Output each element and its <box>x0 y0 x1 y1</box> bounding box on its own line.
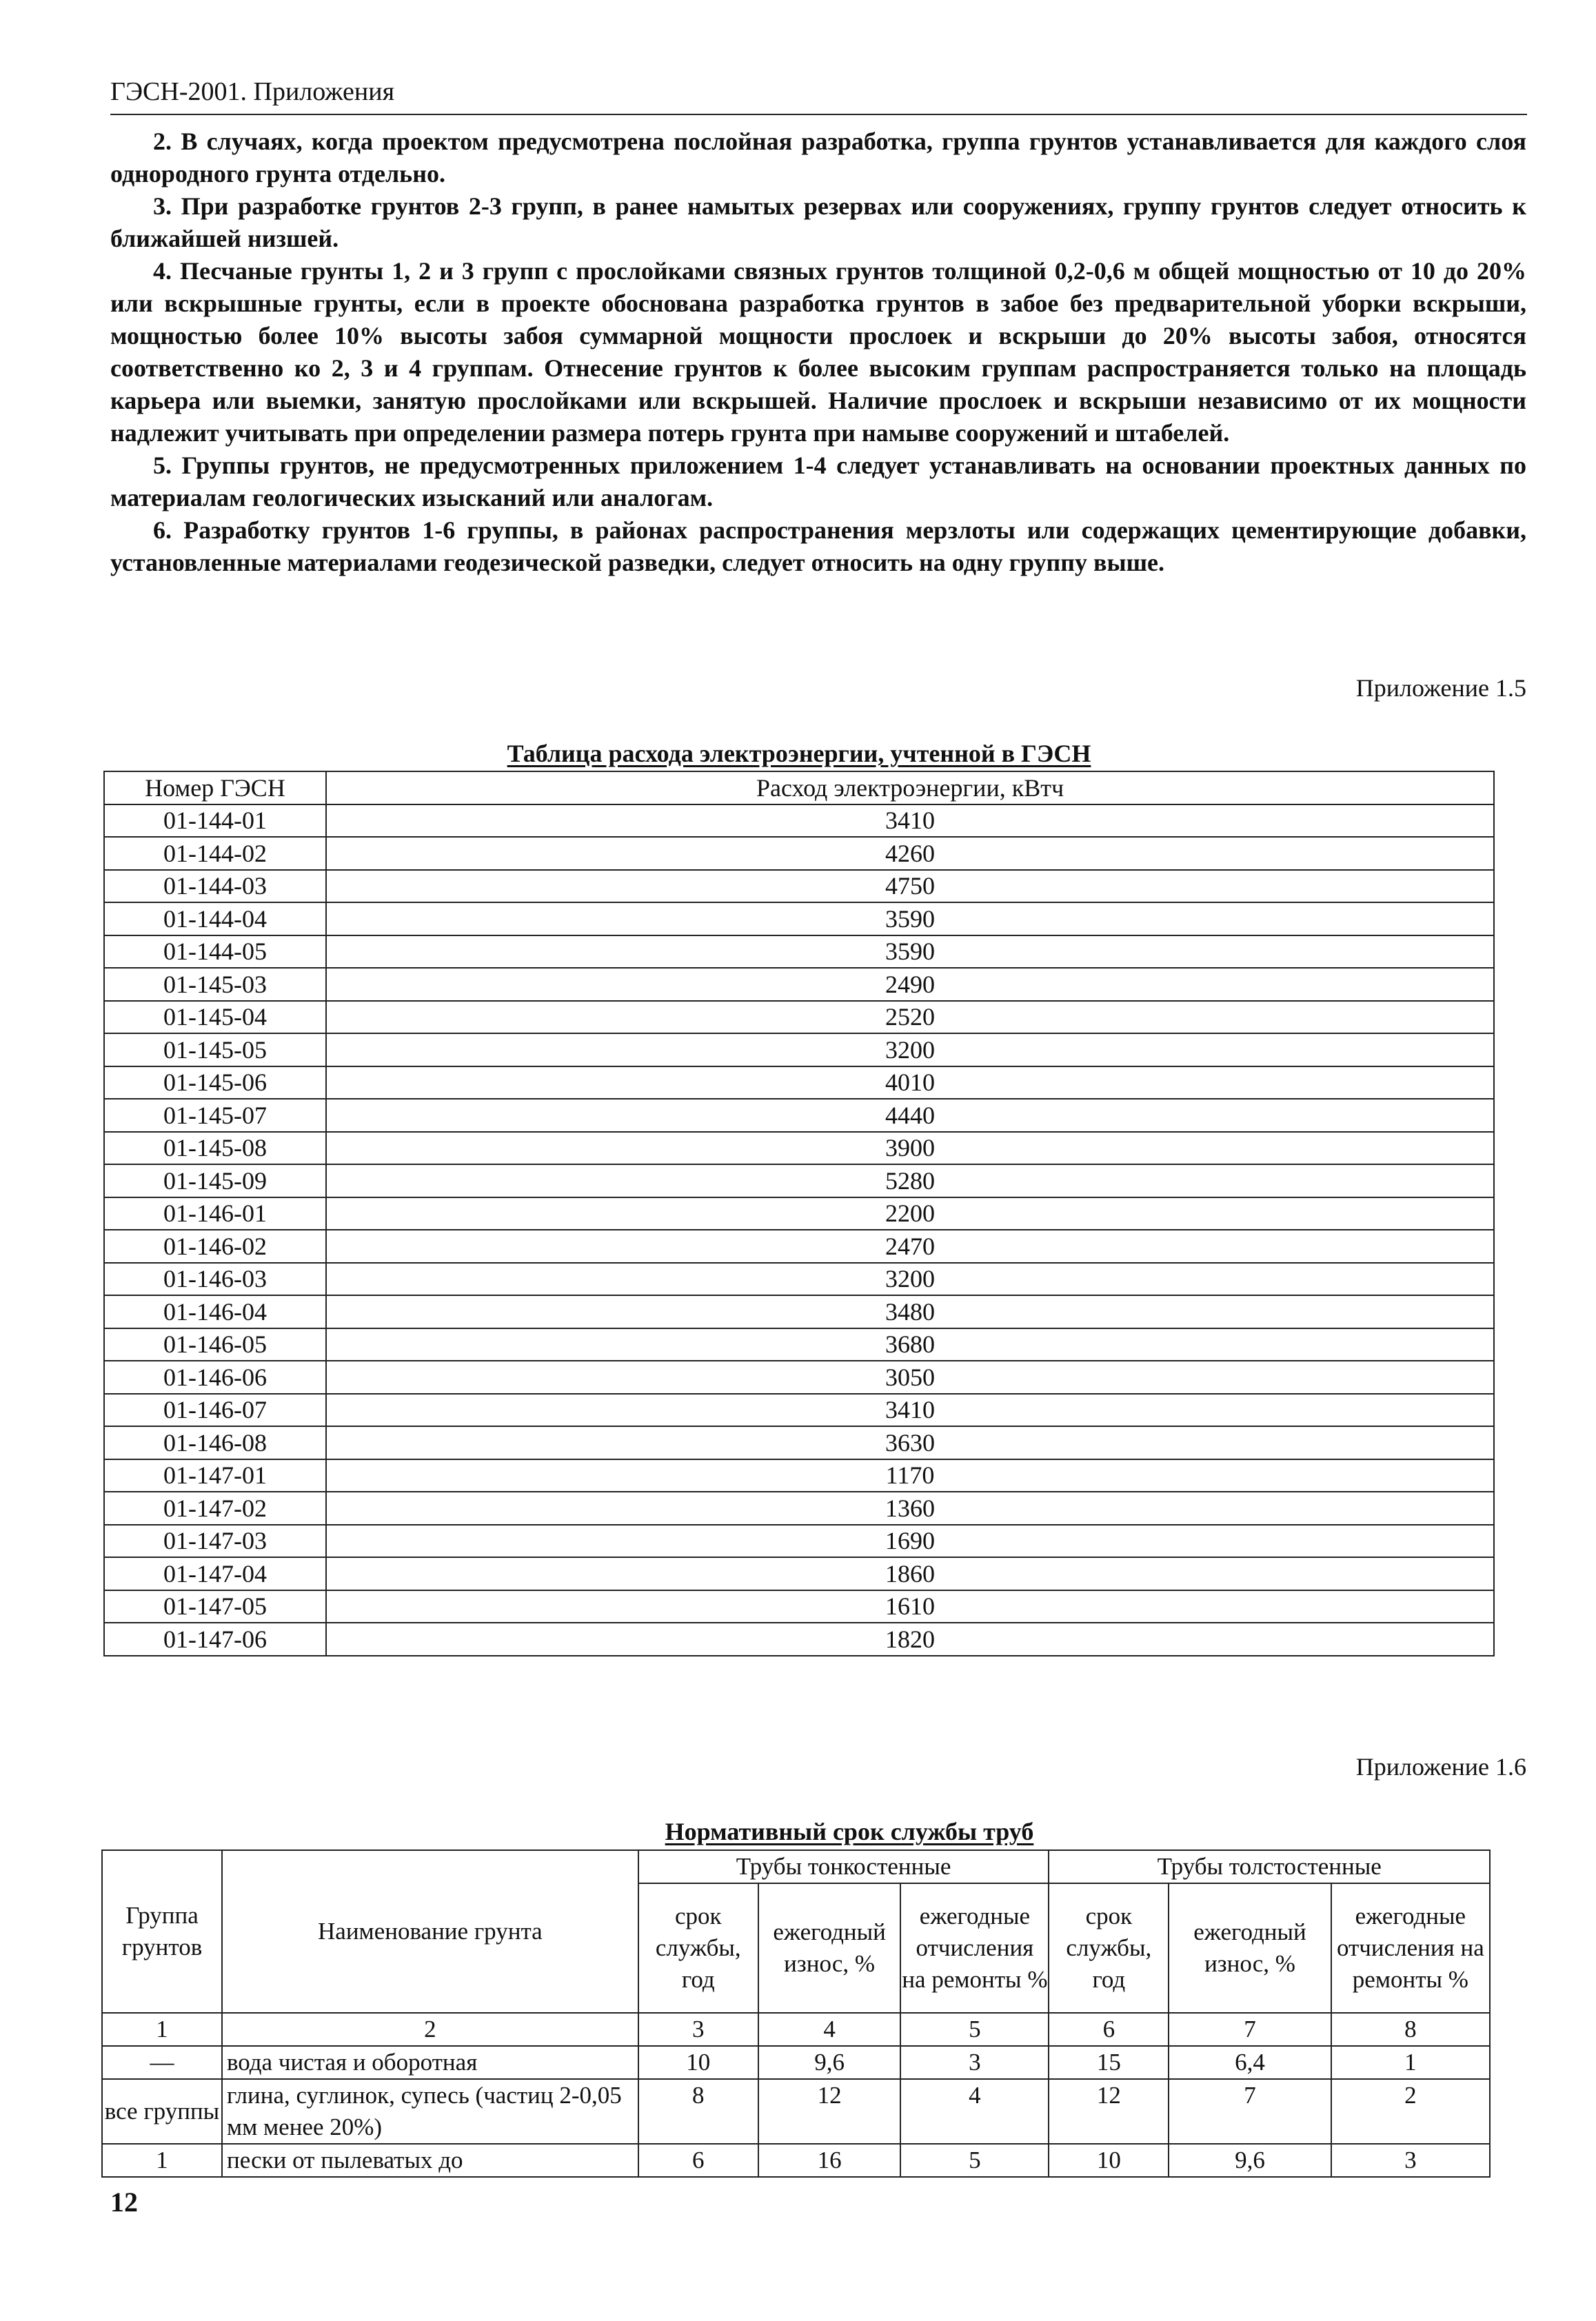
column-number: 8 <box>1331 2013 1490 2046</box>
cell-value: 4 <box>900 2079 1049 2144</box>
cell-soil-name: пески от пылеватых до <box>222 2144 638 2177</box>
cell-value: 9,6 <box>758 2046 901 2079</box>
cell-energy-value: 4010 <box>326 1066 1494 1099</box>
energy-consumption-table <box>103 771 1495 1656</box>
cell-energy-value: 4260 <box>326 837 1494 870</box>
cell-gesn-number: 01-145-07 <box>104 1099 326 1132</box>
cell-gesn-number: 01-147-01 <box>104 1459 326 1492</box>
table-header-row <box>102 1850 1490 1883</box>
cell-gesn-number: 01-147-04 <box>104 1557 326 1590</box>
header-thick-annual-wear: ежегодный износ, % <box>1169 1883 1331 2013</box>
table-row <box>104 1328 1494 1361</box>
cell-gesn-number: 01-146-07 <box>104 1394 326 1427</box>
cell-value: 6,4 <box>1169 2046 1331 2079</box>
table-row <box>104 968 1494 1001</box>
cell-value: 5 <box>900 2144 1049 2177</box>
cell-energy-value: 4440 <box>326 1099 1494 1132</box>
cell-energy-value: 3410 <box>326 804 1494 838</box>
header-thick-service-life: срок службы, год <box>1049 1883 1169 2013</box>
table-row <box>104 1132 1494 1165</box>
cell-value: 10 <box>638 2046 758 2079</box>
column-number: 3 <box>638 2013 758 2046</box>
cell-energy-value: 3900 <box>326 1132 1494 1165</box>
table-row <box>104 1197 1494 1230</box>
cell-value: 3 <box>900 2046 1049 2079</box>
header-soil-name: Наименование грунта <box>222 1850 638 2013</box>
paragraph-2: 2. В случаях, когда проектом предусмотрена послойная разработка, группа грунтов устанавливается для каждого слоя однородного грунта отдельно. <box>110 128 1526 187</box>
table-row <box>102 2046 1490 2079</box>
cell-gesn-number: 01-145-09 <box>104 1164 326 1197</box>
column-number: 5 <box>900 2013 1049 2046</box>
cell-value: 8 <box>638 2079 758 2144</box>
paragraph-5: 5. Группы грунтов, не предусмотренных приложением 1-4 следует устанавливать на основании проектных данных по материалам геологических изысканий или аналогам. <box>110 452 1526 511</box>
cell-gesn-number: 01-145-03 <box>104 968 326 1001</box>
page-number: 12 <box>110 2187 138 2218</box>
header-thin-annual-repair: ежегодные отчисления на ремонты % <box>900 1883 1049 2013</box>
table-row <box>104 1557 1494 1590</box>
cell-gesn-number: 01-144-01 <box>104 804 326 838</box>
cell-energy-value: 3680 <box>326 1328 1494 1361</box>
column-number-row <box>102 2013 1490 2046</box>
header-thin-service-life: срок службы, год <box>638 1883 758 2013</box>
pipes-table-caption: Нормативный срок службы труб <box>665 1818 1034 1845</box>
header-thin-walled: Трубы тонкостенные <box>638 1850 1049 1883</box>
table-row <box>102 2079 1490 2144</box>
table-row <box>102 2144 1490 2177</box>
cell-gesn-number: 01-146-06 <box>104 1361 326 1394</box>
cell-group: 1 <box>102 2144 222 2177</box>
table-row <box>104 804 1494 838</box>
cell-soil-name: глина, суглинок, супесь (частиц 2-0,05 мм менее 20%) <box>222 2079 638 2144</box>
cell-gesn-number: 01-147-03 <box>104 1525 326 1558</box>
cell-gesn-number: 01-147-02 <box>104 1492 326 1525</box>
cell-group: все группы <box>102 2079 222 2144</box>
cell-gesn-number: 01-144-05 <box>104 935 326 969</box>
cell-value: 7 <box>1169 2079 1331 2144</box>
table-row <box>104 870 1494 903</box>
cell-value: 2 <box>1331 2079 1490 2144</box>
header-thick-walled: Трубы толстостенные <box>1049 1850 1490 1883</box>
cell-gesn-number: 01-147-06 <box>104 1623 326 1656</box>
column-number: 4 <box>758 2013 901 2046</box>
cell-energy-value: 3200 <box>326 1033 1494 1066</box>
table-row <box>104 935 1494 969</box>
table-row <box>104 902 1494 935</box>
paragraph-6: 6. Разработку грунтов 1-6 группы, в районах распространения мерзлоты или содержащих цементирующие добавки, установленные материалами геодезической разведки, следует относить на одну группу выше. <box>110 516 1526 576</box>
body-text <box>110 125 1526 579</box>
column-header-gesn-number: Номер ГЭСН <box>104 771 326 804</box>
table-row <box>104 1164 1494 1197</box>
header-thin-annual-wear: ежегодный износ, % <box>758 1883 901 2013</box>
cell-value: 16 <box>758 2144 901 2177</box>
cell-value: 15 <box>1049 2046 1169 2079</box>
cell-energy-value: 1690 <box>326 1525 1494 1558</box>
table-row <box>104 1066 1494 1099</box>
cell-gesn-number: 01-146-05 <box>104 1328 326 1361</box>
cell-energy-value: 5280 <box>326 1164 1494 1197</box>
table-row <box>104 1394 1494 1427</box>
column-header-energy: Расход электроэнергии, кВтч <box>326 771 1494 804</box>
column-number: 2 <box>222 2013 638 2046</box>
cell-energy-value: 2470 <box>326 1230 1494 1263</box>
cell-soil-name: вода чистая и оборотная <box>222 2046 638 2079</box>
cell-energy-value: 3630 <box>326 1426 1494 1459</box>
pipe-service-life-table <box>101 1849 1491 2178</box>
cell-energy-value: 1610 <box>326 1590 1494 1623</box>
header-thick-annual-repair: ежегодные отчисления на ремонты % <box>1331 1883 1490 2013</box>
table-row <box>104 1492 1494 1525</box>
cell-group: — <box>102 2046 222 2079</box>
table-row <box>104 1426 1494 1459</box>
cell-gesn-number: 01-144-04 <box>104 902 326 935</box>
table-row <box>104 1459 1494 1492</box>
running-header: ГЭСН-2001. Приложения <box>110 77 395 106</box>
cell-value: 12 <box>758 2079 901 2144</box>
cell-energy-value: 1820 <box>326 1623 1494 1656</box>
table-row <box>104 1361 1494 1394</box>
cell-energy-value: 3590 <box>326 935 1494 969</box>
cell-gesn-number: 01-145-04 <box>104 1001 326 1034</box>
column-number: 1 <box>102 2013 222 2046</box>
cell-value: 3 <box>1331 2144 1490 2177</box>
table-row <box>104 1525 1494 1558</box>
paragraph-3: 3. При разработке грунтов 2-3 групп, в ранее намытых резервах или сооружениях, группу грунтов следует относить к ближайшей низшей. <box>110 192 1526 252</box>
table-row <box>104 1590 1494 1623</box>
cell-value: 9,6 <box>1169 2144 1331 2177</box>
cell-gesn-number: 01-146-01 <box>104 1197 326 1230</box>
energy-table-caption: Таблица расхода электроэнергии, учтенной в ГЭСН <box>507 740 1091 767</box>
cell-value: 12 <box>1049 2079 1169 2144</box>
table-row <box>104 837 1494 870</box>
cell-energy-value: 1170 <box>326 1459 1494 1492</box>
table-row <box>104 1295 1494 1328</box>
cell-value: 6 <box>638 2144 758 2177</box>
paragraph-4: 4. Песчаные грунты 1, 2 и 3 групп с прослойками связных грунтов толщиной 0,2-0,6 м общей мощностью от 10 до 20% или вскрышные грунты, если в проекте обоснована разработка грунтов в забое без предварительной уборки вскрыши, мощностью более 10% высоты забоя суммарной мощности прослоек и вскрыши до 20% высоты забоя, относятся соответственно ко 2, 3 и 4 группам. Отнесение грунтов к более высоким группам распространяется только на площадь карьера или выемки, занятую прослойками или вскрышей. Наличие прослоек и вскрыши независимо от их мощности надлежит учитывать при определении размера потерь грунта при намыве сооружений и штабелей. <box>110 257 1526 447</box>
cell-energy-value: 2200 <box>326 1197 1494 1230</box>
cell-energy-value: 3480 <box>326 1295 1494 1328</box>
cell-gesn-number: 01-146-08 <box>104 1426 326 1459</box>
cell-gesn-number: 01-144-02 <box>104 837 326 870</box>
column-number: 7 <box>1169 2013 1331 2046</box>
table-row <box>104 1001 1494 1034</box>
table-row <box>104 1033 1494 1066</box>
cell-gesn-number: 01-144-03 <box>104 870 326 903</box>
cell-energy-value: 4750 <box>326 870 1494 903</box>
cell-energy-value: 3590 <box>326 902 1494 935</box>
cell-energy-value: 2520 <box>326 1001 1494 1034</box>
cell-gesn-number: 01-145-06 <box>104 1066 326 1099</box>
table-header-row <box>104 771 1494 804</box>
cell-energy-value: 3410 <box>326 1394 1494 1427</box>
cell-energy-value: 2490 <box>326 968 1494 1001</box>
cell-value: 10 <box>1049 2144 1169 2177</box>
cell-gesn-number: 01-146-03 <box>104 1263 326 1296</box>
header-divider <box>110 114 1527 115</box>
header-group: Группа грунтов <box>102 1850 222 2013</box>
cell-gesn-number: 01-146-02 <box>104 1230 326 1263</box>
table-row <box>104 1263 1494 1296</box>
table-row <box>104 1099 1494 1132</box>
table-row <box>104 1623 1494 1656</box>
cell-energy-value: 1860 <box>326 1557 1494 1590</box>
cell-gesn-number: 01-147-05 <box>104 1590 326 1623</box>
cell-energy-value: 3050 <box>326 1361 1494 1394</box>
column-number: 6 <box>1049 2013 1169 2046</box>
appendix-1-5-label: Приложение 1.5 <box>1355 674 1526 702</box>
table-row <box>104 1230 1494 1263</box>
appendix-1-6-label: Приложение 1.6 <box>1355 1753 1526 1781</box>
cell-energy-value: 3200 <box>326 1263 1494 1296</box>
cell-gesn-number: 01-145-08 <box>104 1132 326 1165</box>
cell-gesn-number: 01-146-04 <box>104 1295 326 1328</box>
cell-energy-value: 1360 <box>326 1492 1494 1525</box>
cell-gesn-number: 01-145-05 <box>104 1033 326 1066</box>
cell-value: 1 <box>1331 2046 1490 2079</box>
